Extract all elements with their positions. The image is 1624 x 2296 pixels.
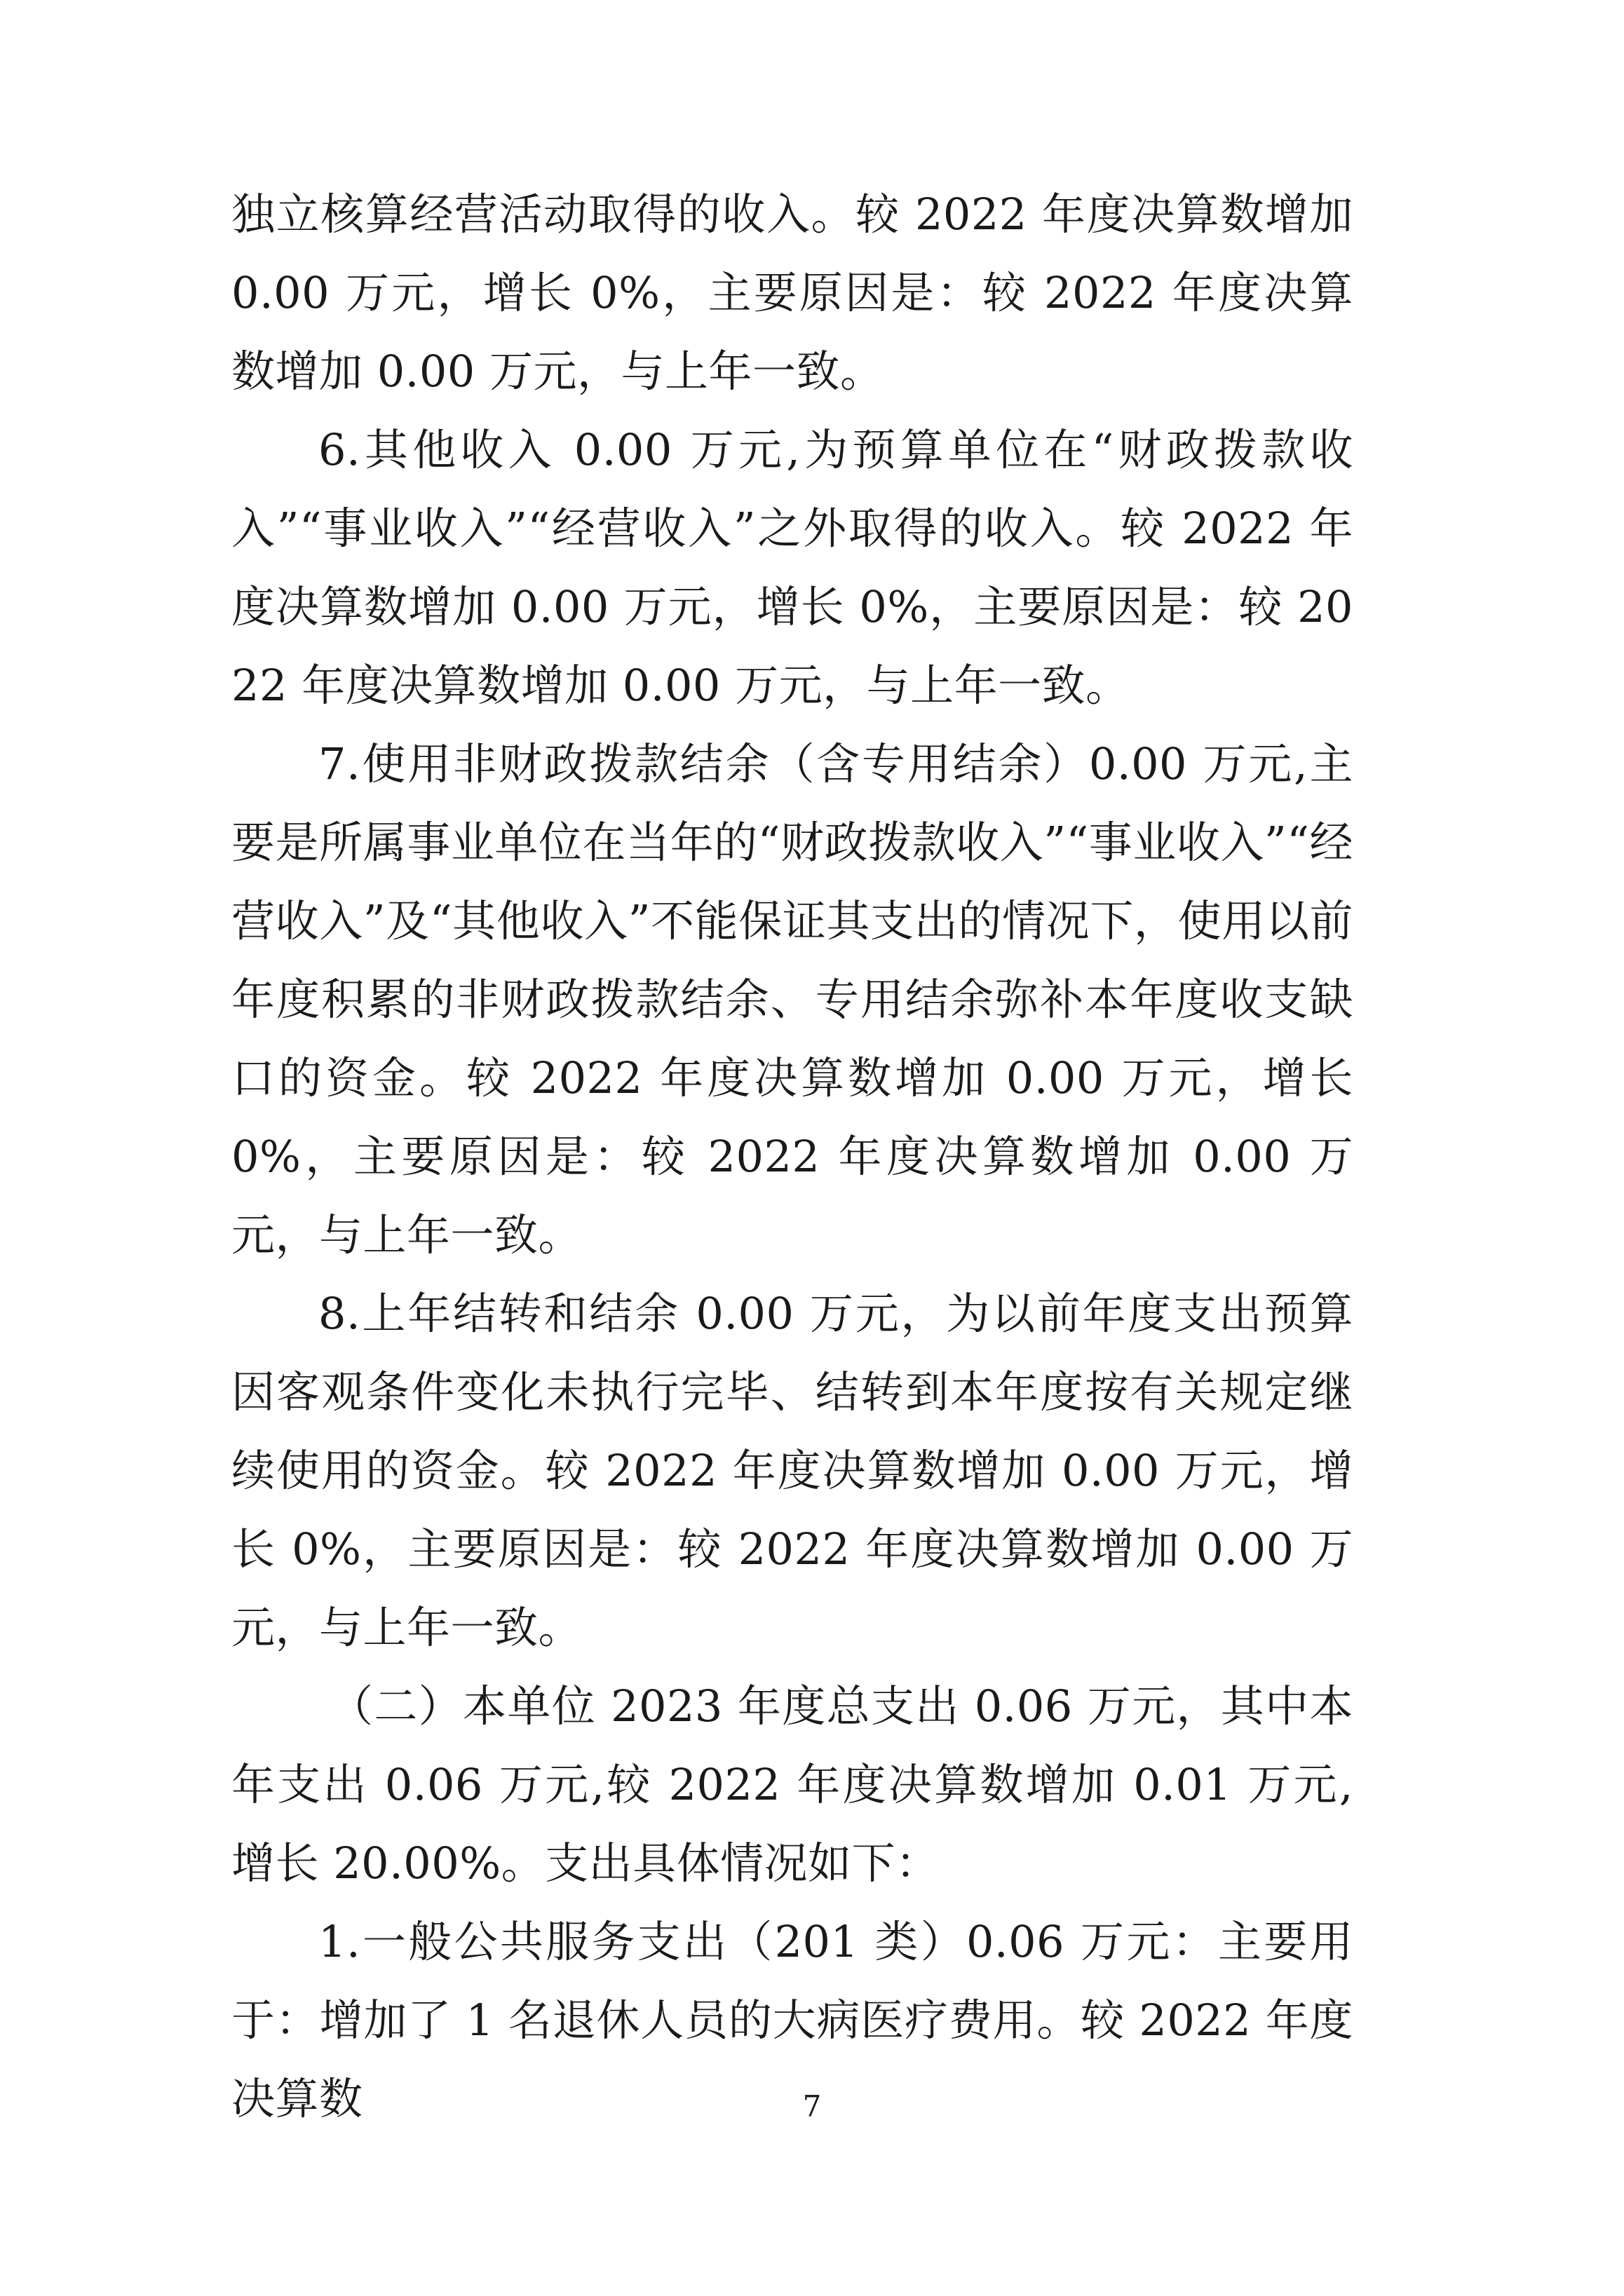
paragraph-item-8-carryover: 8.上年结转和结余 0.00 万元，为以前年度支出预算因客观条件变化未执行完毕、结转到本年度按有关规定继续使用的资金。较 2022 年度决算数增加 0.00 万元，增长 0%，主要原因是：较 2022 年度决算数增加 0.00 万元，与上年一致。 bbox=[231, 1288, 1353, 1653]
document-body bbox=[231, 175, 1368, 2138]
paragraph-item-1-general-public-service: 1.一般公共服务支出（201 类）0.06 万元：主要用于：增加了 1 名退休人员的大病医疗费用。较 2022 年度决算数 bbox=[231, 1916, 1353, 2124]
paragraph-item-7-non-fiscal-surplus: 7.使用非财政拨款结余（含专用结余）0.00 万元,主要是所属事业单位在当年的“财政拨款收入”“事业收入”“经营收入”及“其他收入”不能保证其支出的情况下，使用以前年度积累的非财政拨款结余、专用结余弥补本年度收支缺口的资金。较 2022 年度决算数增加 0.00 万元，增长 0%，主要原因是：较 2022 年度决算数增加 0.00 万元，与上年一致。 bbox=[231, 738, 1368, 1261]
page-number: 7 bbox=[802, 2089, 822, 2124]
paragraph-item-6-other-income: 6.其他收入 0.00 万元,为预算单位在“财政拨款收入”“事业收入”“经营收入”之外取得的收入。较 2022 年度决算数增加 0.00 万元，增长 0%，主要原因是：较 2022 年度决算数增加 0.00 万元，与上年一致。 bbox=[231, 424, 1353, 711]
paragraph-section-2-total-expenditure: （二）本单位 2023 年度总支出 0.06 万元，其中本年支出 0.06 万元,较 2022 年度决算数增加 0.01 万元,增长 20.00%。支出具体情况如下： bbox=[231, 1680, 1353, 1889]
paragraph-income-5-continued: 独立核算经营活动取得的收入。较 2022 年度决算数增加 0.00 万元，增长 0%，主要原因是：较 2022 年度决算数增加 0.00 万元，与上年一致。 bbox=[231, 189, 1368, 397]
